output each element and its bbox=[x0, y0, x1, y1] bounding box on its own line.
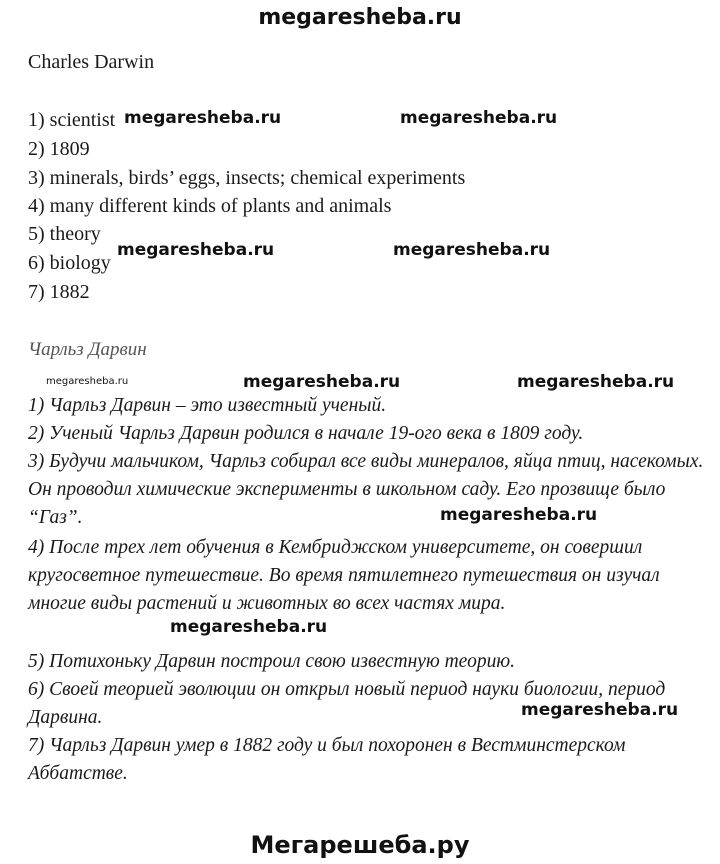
russian-item-7: 7) Чарльз Дарвин умер в 1882 году и был похоронен в Вестминстерском Аббатстве. bbox=[28, 735, 626, 784]
english-title: Charles Darwin bbox=[28, 51, 155, 73]
russian-item-2: 2) Ученый Чарльз Дарвин родился в начале 19-ого века в 1809 году. bbox=[28, 423, 584, 444]
watermark: megaresheba.ru bbox=[440, 505, 598, 525]
watermark: megaresheba.ru bbox=[521, 700, 679, 720]
russian-item-6: 6) Своей теорией эволюции он открыл новый период науки биологии, период Дарвина. bbox=[28, 679, 666, 728]
site-header: megaresheba.ru bbox=[258, 5, 462, 30]
watermark: megaresheba.ru bbox=[243, 372, 401, 392]
english-item-7: 7) 1882 bbox=[28, 281, 90, 303]
english-item-5: 5) theory bbox=[28, 223, 101, 245]
english-item-1: 1) scientist bbox=[28, 109, 116, 131]
russian-item-5: 5) Потихоньку Дарвин построил свою известную теорию. bbox=[28, 651, 515, 672]
site-footer: Мегарешеба.ру bbox=[250, 831, 470, 859]
english-item-6: 6) biology bbox=[28, 252, 111, 274]
english-item-2: 2) 1809 bbox=[28, 138, 90, 160]
watermark: megaresheba.ru bbox=[400, 108, 558, 128]
russian-item-4: 4) После трех лет обучения в Кембриджском университете, он совершил кругосветное путешествие. Во время пятилетнего путешествия он изучал многие виды растений и животных во всех частях мира. bbox=[28, 537, 660, 614]
russian-item-1: 1) Чарльз Дарвин – это известный ученый. bbox=[28, 395, 387, 416]
watermark-small: megaresheba.ru bbox=[46, 376, 129, 387]
watermark: megaresheba.ru bbox=[170, 617, 328, 637]
russian-title: Чарльз Дарвин bbox=[28, 339, 147, 360]
watermark: megaresheba.ru bbox=[117, 240, 275, 260]
watermark: megaresheba.ru bbox=[124, 108, 282, 128]
english-item-4: 4) many different kinds of plants and animals bbox=[28, 195, 392, 217]
english-item-3: 3) minerals, birds’ eggs, insects; chemical experiments bbox=[28, 167, 466, 189]
watermark: megaresheba.ru bbox=[517, 372, 675, 392]
watermark: megaresheba.ru bbox=[393, 240, 551, 260]
russian-item-3: 3) Будучи мальчиком, Чарльз собирал все виды минералов, яйца птиц, насекомых. Он проводил химические эксперименты в школьном саду. Его прозвище было “Газ”. bbox=[28, 451, 704, 528]
